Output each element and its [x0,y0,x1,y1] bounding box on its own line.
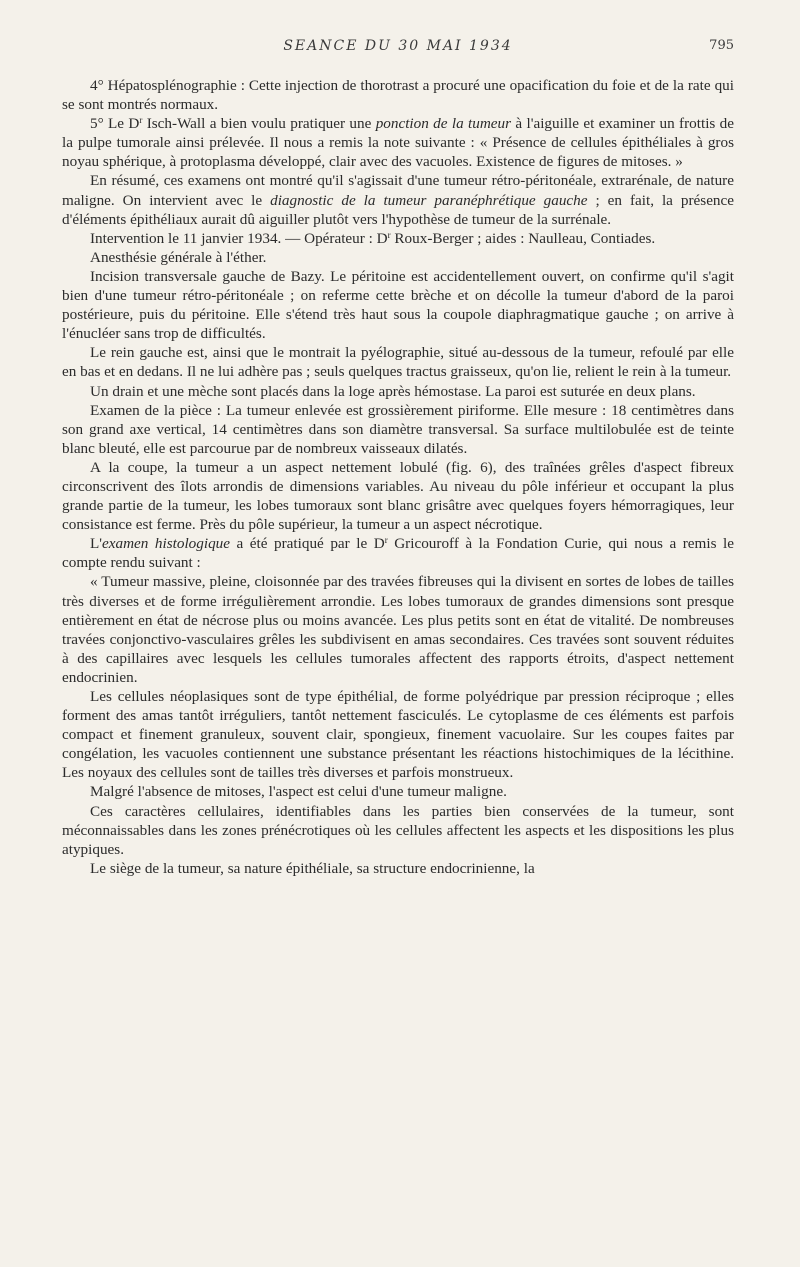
paragraph-histology-report-3: Malgré l'absence de mitoses, l'aspect est celui d'une tumeur maligne. [90,783,507,801]
body-text [62,76,734,878]
paragraph-specimen-exam: Examen de la pièce : La tumeur enlevée est grossièrement piriforme. Elle mesure : 18 centimètres dans son grand axe vertical, 14 centimètres dans son diamètre transversal. Sa surface multilobulée est de teinte blanc bleuté, elle est parcourue par de nombreux vaisseaux dilatés. [62,401,734,457]
paragraph-anesthesia: Anesthésie générale à l'éther. [90,248,267,266]
page-header [62,28,734,64]
paragraph-tumor-site: Le siège de la tumeur, sa nature épithéliale, sa structure endocrinienne, la [90,859,535,877]
paragraph-puncture: 5° Le $D^r$ Isch-Wall a bien voulu pratiquer une ponction de la tumeur à l'aiguille et examiner un frottis de la pulpe tumorale ainsi prélevée. Il nous a remis la note suivante : « Présence de cellules épithéliales à gros noyau sphérique, à protoplasma développé, clair avec des vacuoles. Existence de figures de mitoses. » [62,115,735,171]
paragraph-incision: Incision transversale gauche de Bazy. Le péritoine est accidentellement ouvert, on confirme qu'il s'agit bien d'une tumeur rétro-péritonéale ; on referme cette brèche et on décolle la tumeur d'abord de la paroi postérieure, puis du péritoine. Elle s'étend très haut sous la coupole diaphragmatique gauche ; on arrive à l'énucléer sans trop de difficultés. [62,267,734,343]
paragraph-drain: Un drain et une mèche sont placés dans la loge après hémostase. La paroi est suturée en deux plans. [90,382,696,400]
paragraph-summary: En résumé, ces examens ont montré qu'il s'agissait d'une tumeur rétro-péritonéale, extrarénale, de nature maligne. On intervient avec le diagnostic de la tumeur paranéphrétique gauche ; en fait, la présence d'éléments épithéliaux aurait dû aiguiller plutôt vers l'hypothèse de tumeur de la surrénale. [62,172,735,228]
page-number: 795 [709,38,734,53]
running-title: SEANCE DU 30 MAI 1934 [283,38,513,54]
paragraph-left-kidney: Le rein gauche est, ainsi que le montrait la pyélographie, situé au-dessous de la tumeur, refoulé par elle en bas et en dedans. Il ne lui adhère pas ; seuls quelques tractus graisseux, qu'on lie, relient le rein à la tumeur. [62,344,734,381]
paragraph-histology-report-4: Ces caractères cellulaires, identifiables dans les parties bien conservées de la tumeur, sont méconnaissables dans les zones prénécrotiques où les cellules affectent les aspects et les dispositions les plus atypiques. [62,802,734,858]
paragraph-histology-intro: L'examen histologique a été pratiqué par le $D^r$ Gricouroff à la Fondation Curie, qui nous a remis le compte rendu suivant : [62,535,734,572]
paragraph-intervention: Intervention le 11 janvier 1934. — Opérateur : $D^r$ Roux-Berger ; aides : Naulleau, Contiades. [90,229,656,247]
document-page [62,28,734,878]
paragraph-cut-surface: A la coupe, la tumeur a un aspect nettement lobulé (fig. 6), des traînées grêles d'aspect fibreux circonscrivent des îlots arrondis de dimensions variables. Au niveau du pôle inférieur et occupant la plus grande partie de la tumeur, les lobes tumoraux sont blanc grisâtre avec quelques foyers hémorragiques, leur consistance est ferme. Près du pôle supérieur, la tumeur a un aspect nécrotique. [62,458,734,534]
paragraph-hepatosplenography: 4° Hépatosplénographie : Cette injection de thorotrast a procuré une opacification du foie et de la rate qui se sont montrés normaux. [62,77,734,114]
paragraph-histology-report-2: Les cellules néoplasiques sont de type épithélial, de forme polyédrique par pression réciproque ; elles forment des amas tantôt irréguliers, tantôt nettement fasciculés. Le cytoplasme de ces éléments est parfois compact et finement granuleux, souvent clair, spongieux, finement vacuolaire. Sur les coupes faites par congélation, les vacuoles contiennent une substance présentant les réactions histochimiques de la lécithine. Les noyaux des cellules sont de tailles très diverses et parfois monstrueux. [62,688,734,782]
paragraph-histology-report-1: « Tumeur massive, pleine, cloisonnée par des travées fibreuses qui la divisent en sortes de lobes de tailles très diverses et de forme irrégulièrement arrondie. Les lobes tumoraux de grandes dimensions sont presque entièrement en état de nécrose plus ou moins avancée. Les plus petits sont en état de vitalité. De nombreuses travées conjonctivo-vasculaires grêles les subdivisent en amas secondaires. Ces travées sont souvent réduites à des capillaires avec lesquels les cellules tumorales affectent des rapports étroits, d'aspect nettement endocrinien. [62,573,734,686]
